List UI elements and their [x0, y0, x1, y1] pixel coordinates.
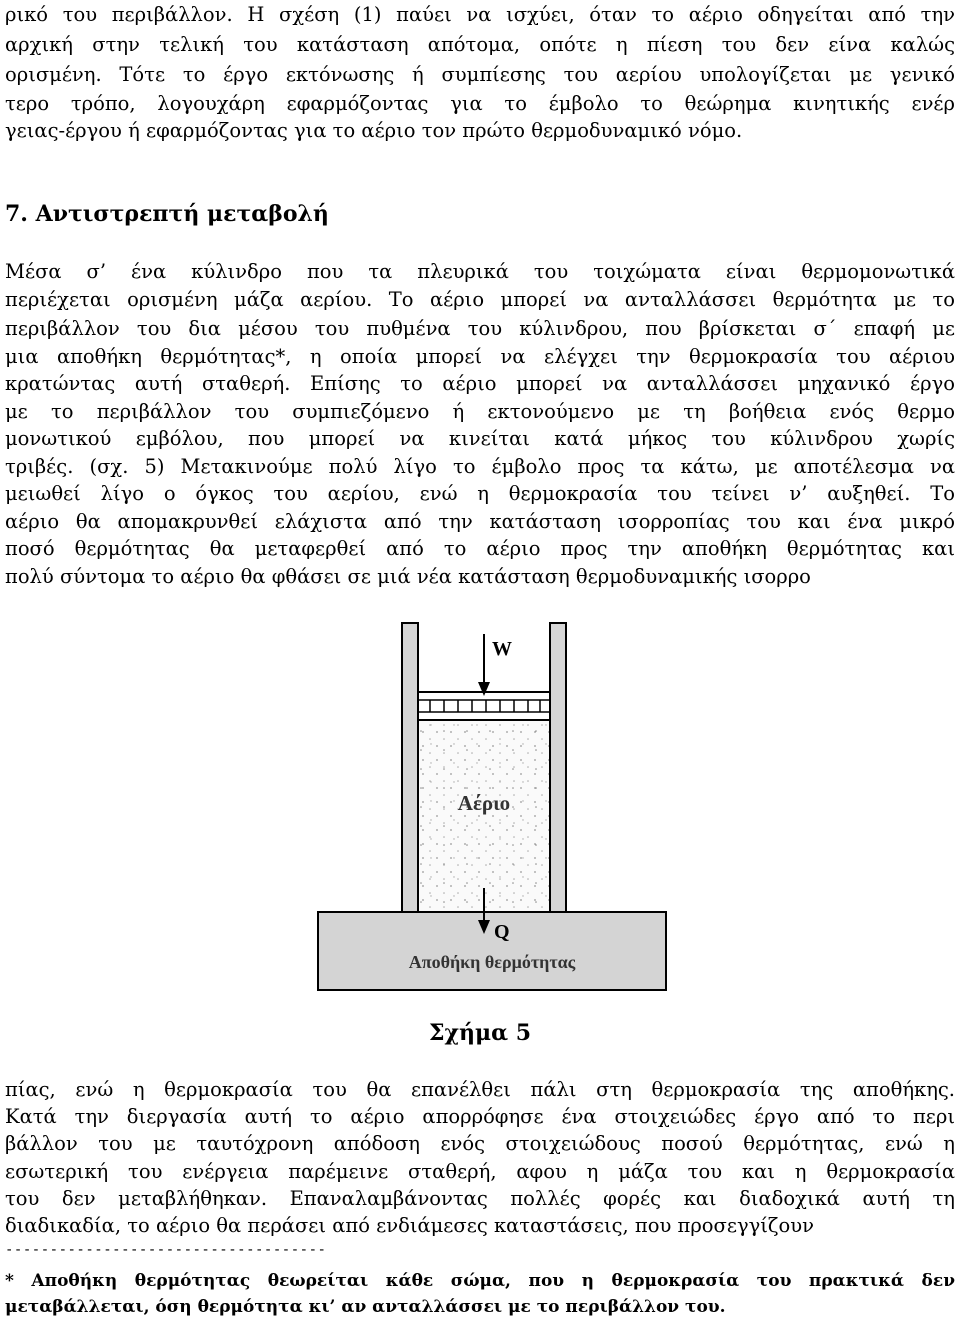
text-line: Κατά την διεργασία αυτή το αέριο απορρόφησε ένα στοιχειώδες έργο από το περι: [5, 1105, 955, 1128]
text-line: μια αποθήκη θερμότητας*, η οποία μπορεί να ελέγχει την θερμοκρασία του αέριου: [5, 345, 955, 368]
text-line: ορισμένη. Τότε το έργο εκτόνωσης ή συμπίεσης του αερίου υπολογίζεται με γενικό: [5, 63, 955, 86]
text-line: αέριο θα απομακρυνθεί ελάχιστα από την κατάσταση ισορροπίας του και ένα μικρό: [5, 510, 955, 533]
piston: [418, 692, 550, 720]
text-line: τριβές. (σχ. 5) Μετακινούμε πολύ λίγο το έμβολο προς τα κάτω, με αποτέλεσμα να: [5, 455, 955, 478]
text-line: ποσό θερμότητας θα μεταφερθεί από το αέριο προς την αποθήκη θερμότητας και: [5, 537, 955, 560]
text-line: περιέχεται ορισμένη μάζα αερίου. Το αέριο μπορεί να ανταλλάσσει θερμότητα με το: [5, 288, 955, 311]
text-line: διαδικαδία, το αέριο θα περάσει από ενδιάμεσες καταστάσεις, που προσεγγίζουν: [5, 1214, 814, 1237]
text-line: τερο τρόπο, λογουχάρη εφαρμόζοντας για το έμβολο το θεώρημα κινητικής ενέρ: [5, 92, 955, 115]
text-line: ρικό του περιβάλλον. Η σχέση (1) παύει να ισχύει, όταν το αέριο οδηγείται από την: [5, 3, 955, 26]
footnote-line: μεταβάλλεται, όση θερμότητα κι’ αν ανταλλάσσει με το περιβάλλον του.: [5, 1297, 726, 1317]
heat-reservoir: [318, 912, 666, 990]
text-line: με το περιβάλλον του συμπιεζόμενο ή εκτονούμενο με τη βοήθεια ενός θερμο: [5, 400, 955, 423]
text-line: γειας-έργου ή εφαρμόζοντας για το αέριο τον πρώτο θερμοδυναμικό νόμο.: [5, 119, 743, 142]
text-line: του δεν μεταβλήθηκαν. Επαναλαμβάνοντας πολλές φορές και διαδοχικά αυτή τη: [5, 1187, 955, 1210]
text-line: μονωτικού εμβόλου, που μπορεί να κινείται κατά μήκος του κύλινδρου χωρίς: [5, 427, 955, 450]
footnote-line: * Αποθήκη θερμότητας θεωρείται κάθε σώμα, που η θερμοκρασία του πρακτικά δεν: [5, 1271, 955, 1291]
text-line: εσωτερική του ενέργεια παρέμεινε σταθερή, αφου η μάζα του και η θερμοκρασία: [5, 1160, 955, 1183]
cylinder-wall-left: [402, 623, 418, 912]
reservoir-label: Αποθήκη θερμότητας: [408, 952, 576, 972]
cylinder-wall-right: [550, 623, 566, 912]
text-line: Μέσα σ’ ένα κύλινδρο που τα πλευρικά του τοιχώματα είναι θερμομονωτικά: [5, 260, 955, 283]
section-heading: 7. Αντιστρεπτή μεταβολή: [5, 201, 329, 227]
heat-label: Q: [494, 921, 510, 943]
footnote-separator: ------------------------------------: [5, 1242, 327, 1258]
text-line: μειωθεί λίγο ο όγκος του αερίου, ενώ η θερμοκρασία του τείνει ν’ αυξηθεί. Το: [5, 482, 955, 505]
figure-caption: Σχήμα 5: [428, 1020, 532, 1046]
text-line: βάλλον του με ταυτόχρονη απόδοση ενός στοιχειώδους ποσού θερμότητας, ενώ η: [5, 1132, 955, 1155]
gas-label: Αέριο: [457, 791, 511, 815]
text-line: αρχική στην τελική του κατάσταση απότομα, οπότε η πίεση του δεν είνα καλώς: [5, 33, 955, 56]
work-arrow: [478, 634, 490, 696]
text-line: περιβάλλον του δια μέσου του πυθμένα του κύλινδρου, που βρίσκεται σ΄ επαφή με: [5, 317, 955, 340]
text-line: πίας, ενώ η θερμοκρασία του θα επανέλθει πάλι στη θερμοκρασία της αποθήκης.: [5, 1078, 955, 1101]
text-line: κρατώντας αυτή σταθερή. Επίσης το αέριο μπορεί να ανταλλάσσει μηχανικό έργο: [5, 372, 955, 395]
text-line: πολύ σύντομα το αέριο θα φθάσει σε μιά νέα κατάσταση θερμοδυναμικής ισορρο: [5, 565, 811, 588]
work-label: W: [492, 638, 512, 660]
